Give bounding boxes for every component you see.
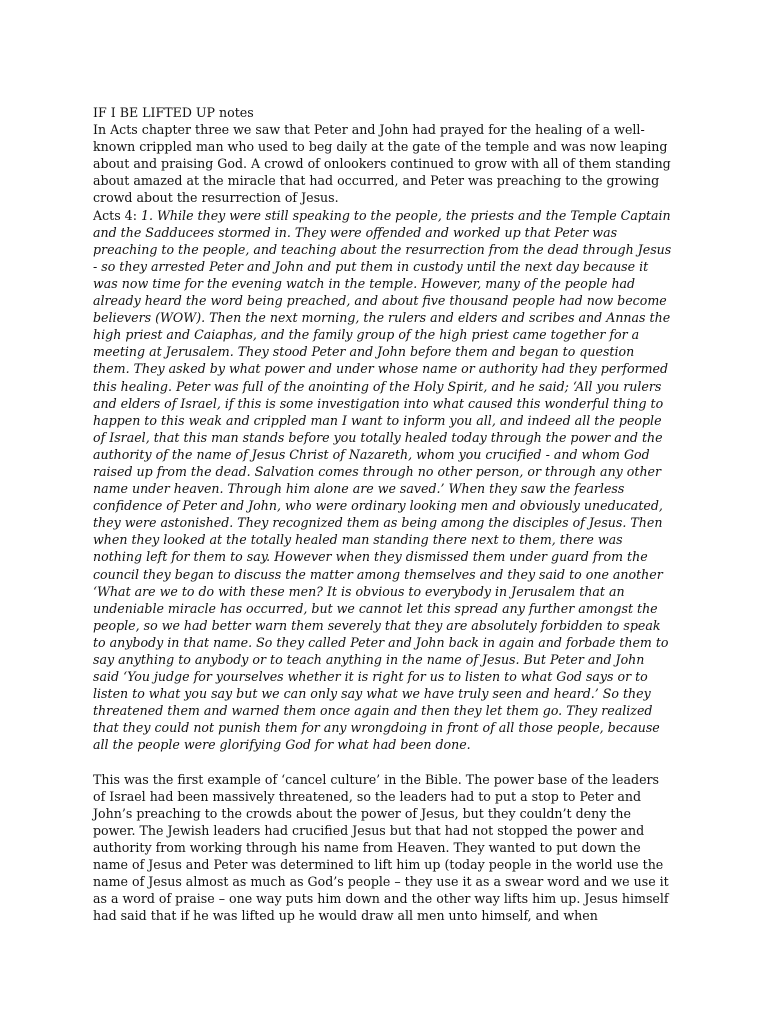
document-title: IF I BE LIFTED UP notes [93, 105, 254, 120]
scripture-paragraph [93, 207, 673, 754]
scripture-reference: Acts 4: [93, 207, 141, 223]
scripture-text: 1. While they were still speaking to the people, the priests and the Temple Captain and the Sadducees stormed in. They were offended and worked up that Peter was preaching to the people, and teaching about the resurrection from the dead through Jesus - so they arrested Peter and John and put them in custody until the next day because it was now time for the evening watch in the temple. However, many of the people had already heard the word being preached, and about five thousand people had now become believers (WOW). Then the next morning, the rulers and elders and scribes and Annas the high priest and Caiaphas, and the family group of the high priest came together for a meeting at Jerusalem. They stood Peter and John before them and began to question them. They asked by what power and under whose name or authority had they performed this healing. Peter was full of the anointing of the Holy Spirit, and he said; ‘All you rulers and elders of Israel, if this is some investigation into what caused this wonderful thing to happen to this weak and crippled man I want to inform you all, and indeed all the people of Israel, that this man stands before you totally healed today through the power and the authority of the name of Jesus Christ of Nazareth, whom you crucified - and whom God raised up from the dead. Salvation comes through no other person, or through any other name under heaven. Through him alone are we saved.’ When they saw the fearless confidence of Peter and John, who were ordinary looking men and obviously uneducated, they were astonished. They recognized them as being among the disciples of Jesus. Then when they looked at the totally healed man standing there next to them, there was nothing left for them to say. However when they dismissed them under guard from the council they began to discuss the matter among themselves and they said to one another ‘What are we to do with these men? It is obvious to everybody in Jerusalem that an undeniable miracle has occurred, but we cannot let this spread any further amongst the people, so we had better warn them severely that they are absolutely forbidden to speak to anybody in that name. So they called Peter and John back in again and forbade them to say anything to anybody or to teach anything in the name of Jesus. But Peter and John said ‘You judge for yourselves whether it is right for us to listen to what God says or to listen to what you say but we can only say what we have truly seen and heard.’ So they threatened them and warned them once again and then they let them go. They realized that they could not punish them for any wrongdoing in front of all those people, because all the people were glorifying God for what had been done. [93, 207, 672, 753]
document-page [93, 104, 673, 924]
intro-paragraph: In Acts chapter three we saw that Peter and John had prayed for the healing of a well-known crippled man who used to beg daily at the gate of the temple and was now leaping about and praising God. A crowd of onlookers continued to grow with all of them standing about amazed at the miracle that had occurred, and Peter was preaching to the growing crowd about the resurrection of Jesus. [93, 122, 671, 206]
paragraph-spacer [93, 754, 673, 771]
commentary-paragraph: This was the first example of ‘cancel culture’ in the Bible. The power base of the leaders of Israel had been massively threatened, so the leaders had to put a stop to Peter and John’s preaching to the crowds about the power of Jesus, but they couldn’t deny the power. The Jewish leaders had crucified Jesus but that had not stopped the power and authority from working through his name from Heaven. They wanted to put down the name of Jesus and Peter was determined to lift him up (today people in the world use the name of Jesus almost as much as God’s people – they use it as a swear word and we use it as a word of praise – one way puts him down and the other way lifts him up. Jesus himself had said that if he was lifted up he would draw all men unto himself, and when [93, 771, 669, 924]
